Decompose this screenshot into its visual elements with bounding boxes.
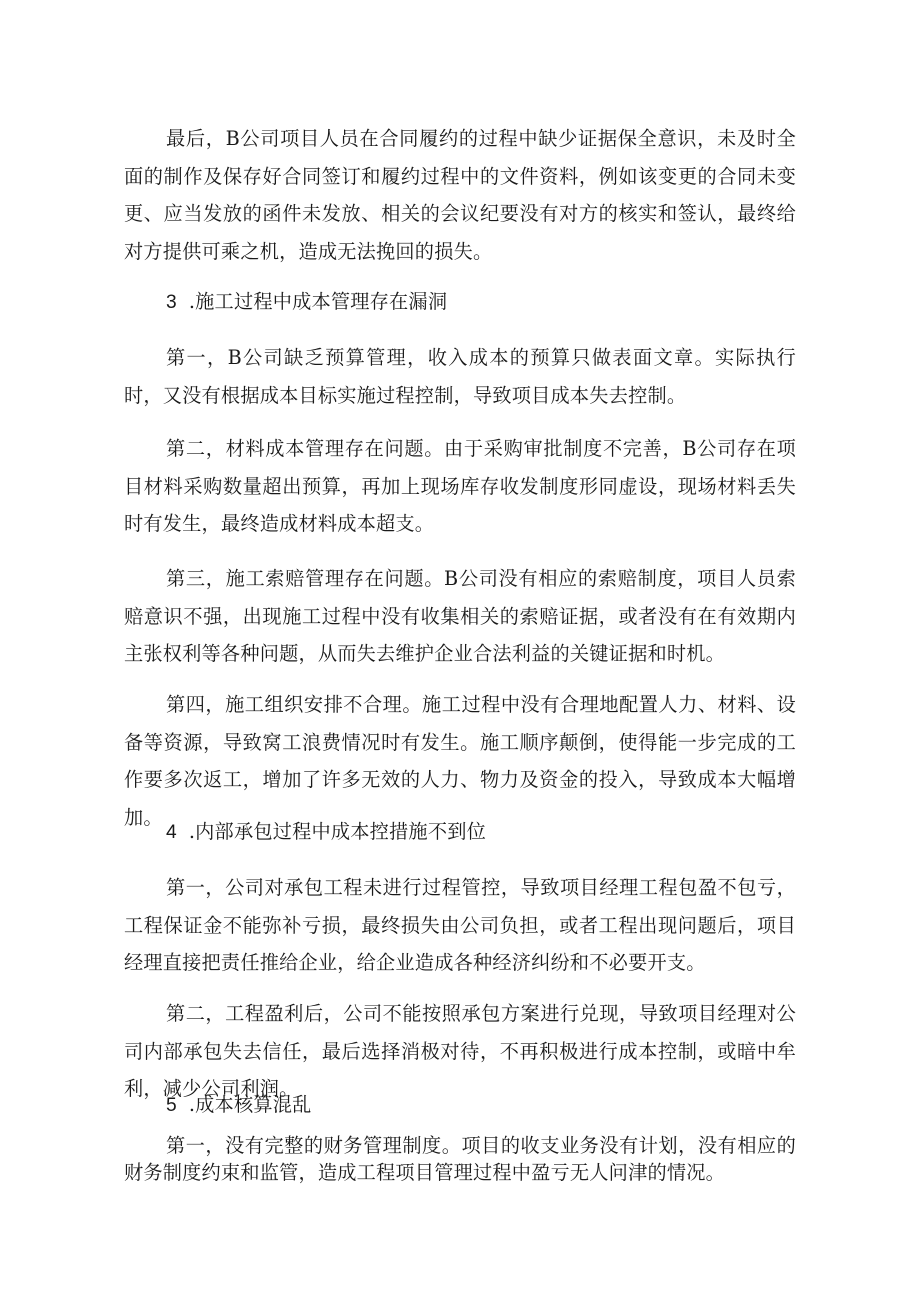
- section-number: 4: [166, 822, 177, 843]
- section-title: .施工过程中成本管理存在漏洞: [188, 290, 448, 313]
- paragraph-profit-fulfillment: 第二，工程盈利后，公司不能按照承包方案进行兑现，导致项目经理对公司内部承包失去信任，最后选择消极对待，不再积极进行成本控制，或暗中牟利，减少公司利润。: [124, 1002, 796, 1100]
- paragraph-construction-organization: 第四，施工组织安排不合理。施工过程中没有合理地配置人力、材料、设备等资源，导致窝工浪费情况时有发生。施工顺序颠倒，使得能一步完成的工作要多次返工，增加了许多无效的人力、物力及资金的投入，导致成本大幅增加。: [124, 693, 796, 829]
- section-heading-4: [124, 813, 796, 852]
- section-heading-5: [124, 1086, 796, 1125]
- paragraph-material-cost: 第二，材料成本管理存在问题。由于采购审批制度不完善，B公司存在项目材料采购数量超出预算，再加上现场库存收发制度形同虚设，现场材料丢失时有发生，最终造成材料成本超支。: [124, 437, 796, 535]
- section-title: .成本核算混乱: [188, 1093, 312, 1116]
- paragraph-claim-management: 第三，施工索赔管理存在问题。B公司没有相应的索赔制度，项目人员索赔意识不强，出现施工过程中没有收集相关的索赔证据，或者没有在有效期内主张权利等各种问题，从而失去维护企业合法利益的关键证据和时机。: [124, 567, 796, 665]
- section-heading-3: [124, 283, 796, 322]
- paragraph-financial-system: 第一，没有完整的财务管理制度。项目的收支业务没有计划，没有相应的财务制度约束和监管，造成工程项目管理过程中盈亏无人问津的情况。: [124, 1134, 796, 1184]
- paragraph-contract-control: 第一，公司对承包工程未进行过程管控，导致项目经理工程包盈不包亏，工程保证金不能弥补亏损，最终损失由公司负担，或者工程出现问题后，项目经理直接把责任推给企业，给企业造成各种经济纠纷和不必要开支。: [124, 876, 796, 974]
- section-number: 3: [166, 292, 177, 313]
- paragraph-budget-management: 第一，B公司缺乏预算管理，收入成本的预算只做表面文章。实际执行时，又没有根据成本目标实施过程控制，导致项目成本失去控制。: [124, 346, 796, 407]
- section-title: .内部承包过程中成本控措施不到位: [188, 820, 486, 843]
- paragraph-evidence-preservation: 最后，B公司项目人员在合同履约的过程中缺少证据保全意识，未及时全面的制作及保存好合同签订和履约过程中的文件资料，例如该变更的合同未变更、应当发放的函件未发放、相关的会议纪要没有对方的核实和签认，最终给对方提供可乘之机，造成无法挽回的损失。: [124, 127, 796, 263]
- section-number: 5: [166, 1095, 177, 1116]
